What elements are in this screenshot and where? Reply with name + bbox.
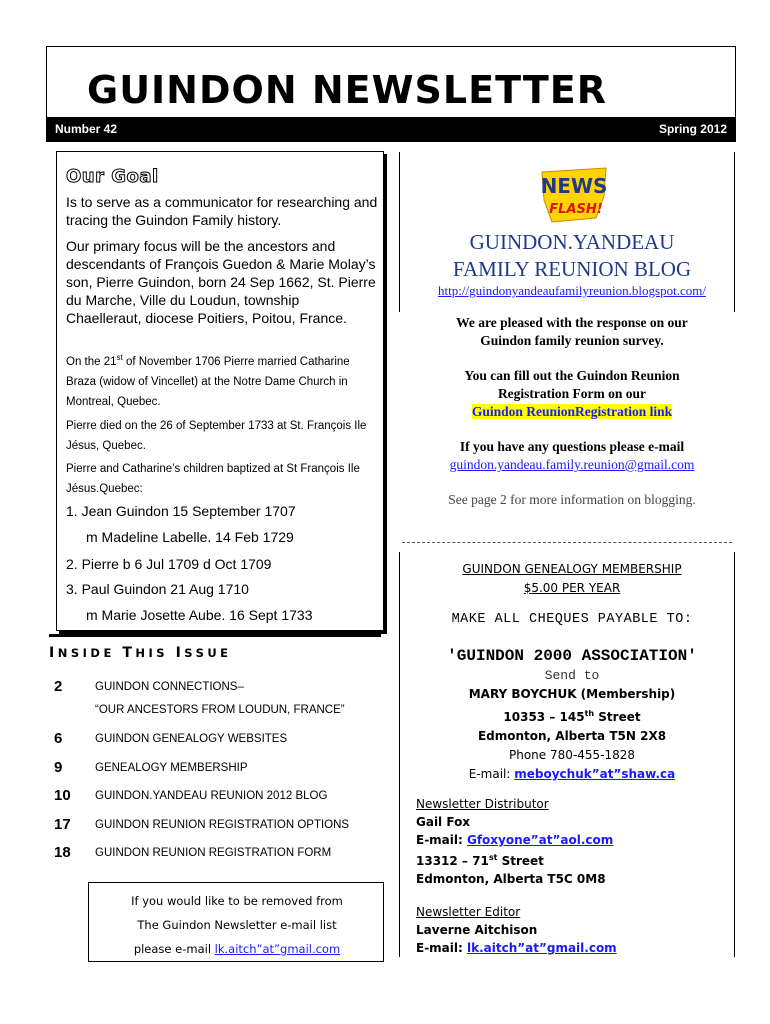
children-intro: Pierre and Catharine’s children baptized at St François Ile Jésus.Quebec: bbox=[66, 463, 360, 495]
toc-page: 10 bbox=[54, 787, 71, 804]
blog-title-line: GUINDON.YANDEAU bbox=[469, 230, 675, 254]
blog-title bbox=[402, 229, 742, 283]
editor-email-link[interactable]: lk.aitch”at”gmail.com bbox=[466, 941, 617, 955]
inside-rule bbox=[49, 634, 381, 637]
distributor-street bbox=[416, 849, 613, 870]
heading-cap: I bbox=[175, 645, 185, 661]
membership-street bbox=[402, 704, 742, 727]
toc-title[interactable]: GUINDON REUNION REGISTRATION OPTIONS bbox=[95, 819, 350, 831]
registration-line: Registration Form on our bbox=[497, 386, 647, 401]
goal-paragraph: Our primary focus will be the ancestors and descendants of François Guedon & Marie Molay’s son, Pierre Guindon, born 24 Sep 1662, St. Pierre du Marche, Ville du Loudun, township Chaelleraut, diocese Poitiers, Poitou, France. bbox=[66, 238, 376, 326]
distributor-heading: Newsletter Distributor bbox=[416, 797, 549, 811]
registration-note bbox=[402, 367, 742, 421]
membership-contact-name: MARY BOYCHUK (Membership) bbox=[468, 687, 676, 701]
child-marriage: m Madeline Labelle. 14 Feb 1729 bbox=[86, 529, 294, 545]
issue-season: Spring 2012 bbox=[658, 122, 727, 136]
membership-email bbox=[402, 765, 742, 784]
editor-name: Laverne Aitchison bbox=[416, 923, 538, 937]
heading-part: HIS bbox=[135, 646, 176, 660]
blog-url-link[interactable]: http://guindonyandeaufamilyreunion.blogspot.com/ bbox=[438, 283, 706, 298]
street-number: 13312 – 71 bbox=[416, 854, 489, 868]
marriage-text: On the 21 bbox=[66, 356, 117, 368]
issue-bar bbox=[47, 117, 735, 141]
email-label: E-mail: bbox=[416, 833, 467, 847]
heading-cap: I bbox=[49, 645, 58, 661]
toc-page: 2 bbox=[54, 678, 63, 695]
street-number: 10353 – 145 bbox=[503, 710, 585, 724]
section-divider bbox=[402, 542, 732, 544]
payable-note: MAKE ALL CHEQUES PAYABLE TO: bbox=[451, 612, 693, 627]
blog-title-line: FAMILY REUNION BLOG bbox=[452, 257, 692, 281]
reunion-email-link[interactable]: guindon.yandeau.family.reunion@gmail.com bbox=[449, 457, 695, 472]
membership-address bbox=[402, 685, 742, 784]
goal-box-shadow bbox=[384, 154, 387, 634]
registration-link[interactable]: Guindon ReunionRegistration link bbox=[471, 404, 673, 419]
membership-email-link[interactable]: meboychuk”at”shaw.ca bbox=[514, 767, 676, 781]
distributor-name: Gail Fox bbox=[416, 815, 471, 829]
child-item: 2. Pierre b 6 Jul 1709 d Oct 1709 bbox=[66, 556, 272, 572]
goal-heading: Our Goal bbox=[66, 166, 159, 187]
survey-line: Guindon family reunion survey. bbox=[480, 333, 664, 348]
ordinal-suffix: st bbox=[116, 353, 123, 363]
email-label: E-mail: bbox=[416, 941, 467, 955]
survey-line: We are pleased with the response on our bbox=[456, 315, 688, 330]
questions-note bbox=[402, 438, 742, 474]
toc-page: 6 bbox=[54, 730, 63, 747]
see-page-note: See page 2 for more information on blogging. bbox=[448, 492, 696, 507]
toc-page: 17 bbox=[54, 816, 71, 833]
editor-heading: Newsletter Editor bbox=[416, 905, 521, 919]
unsubscribe-text: If you would like to be removed from bbox=[131, 894, 343, 908]
unsubscribe-text bbox=[89, 942, 385, 956]
heading-cap: T bbox=[122, 645, 136, 661]
right-column-border bbox=[399, 152, 400, 312]
membership-fee: $5.00 PER YEAR bbox=[523, 581, 621, 595]
child-marriage: m Marie Josette Aube. 16 Sept 1733 bbox=[86, 607, 313, 623]
survey-note bbox=[402, 314, 742, 350]
editor-block bbox=[416, 903, 617, 957]
child-item: 1. Jean Guindon 15 September 1707 bbox=[66, 503, 296, 519]
issue-number: Number 42 bbox=[55, 122, 118, 136]
toc-page: 18 bbox=[54, 844, 71, 861]
send-to-label: Send to bbox=[544, 668, 600, 683]
membership-title-line: GUINDON GENEALOGY MEMBERSHIP bbox=[462, 562, 682, 576]
toc-title[interactable]: GUINDON REUNION REGISTRATION FORM bbox=[95, 847, 332, 859]
membership-title bbox=[402, 560, 742, 598]
news-flash-word: FLASH! bbox=[549, 202, 603, 217]
news-flash-icon bbox=[538, 166, 610, 224]
questions-line: If you have any questions please e-mail bbox=[459, 439, 685, 454]
heading-part: NSIDE bbox=[57, 646, 123, 660]
distributor-city: Edmonton, Alberta T5C 0M8 bbox=[416, 872, 606, 886]
distributor-email-link[interactable]: Gfoxyone”at”aol.com bbox=[466, 833, 614, 847]
ordinal-suffix: th bbox=[584, 709, 595, 718]
association-name: 'GUINDON 2000 ASSOCIATION' bbox=[447, 647, 697, 665]
toc-title[interactable]: GUINDON CONNECTIONS– bbox=[95, 681, 244, 693]
ordinal-suffix: st bbox=[488, 853, 498, 862]
goal-box bbox=[56, 151, 384, 631]
unsubscribe-prefix: please e-mail bbox=[133, 942, 215, 956]
toc-title[interactable]: GENEALOGY MEMBERSHIP bbox=[95, 762, 248, 774]
heading-part: SSUE bbox=[184, 646, 232, 660]
newsletter-title: GUINDON NEWSLETTER bbox=[87, 68, 608, 112]
unsubscribe-text: The Guindon Newsletter e-mail list bbox=[137, 918, 337, 932]
editor-email bbox=[416, 939, 617, 957]
distributor-block bbox=[416, 795, 613, 888]
toc-page: 9 bbox=[54, 759, 63, 776]
child-item: 3. Paul Guindon 21 Aug 1710 bbox=[66, 581, 249, 597]
toc-title[interactable]: GUINDON.YANDEAU REUNION 2012 BLOG bbox=[95, 790, 328, 802]
toc-title[interactable]: GUINDON GENEALOGY WEBSITES bbox=[95, 733, 288, 745]
marriage-paragraph bbox=[66, 352, 378, 412]
toc-title[interactable]: “OUR ANCESTORS FROM LOUDUN, FRANCE” bbox=[95, 704, 345, 716]
masthead bbox=[46, 46, 736, 142]
membership-city: Edmonton, Alberta T5N 2X8 bbox=[477, 729, 667, 743]
goal-paragraph: Is to serve as a communicator for researching and tracing the Guindon Family history. bbox=[66, 194, 378, 228]
unsubscribe-box bbox=[88, 882, 384, 962]
unsubscribe-email-link[interactable]: lk.aitch”at”gmail.com bbox=[214, 942, 341, 956]
street-name: Street bbox=[594, 710, 641, 724]
membership-phone: Phone 780-455-1828 bbox=[509, 748, 635, 762]
inside-this-issue-heading bbox=[49, 645, 232, 661]
right-column-border bbox=[399, 552, 400, 957]
death-paragraph: Pierre died on the 26 of September 1733 at St. François Ile Jésus, Quebec. bbox=[66, 420, 367, 452]
registration-line: You can fill out the Guindon Reunion bbox=[464, 368, 680, 383]
street-name: Street bbox=[497, 854, 544, 868]
email-label: E-mail: bbox=[468, 767, 515, 781]
marriage-text: of November 1706 Pierre married Catharine Braza (widow of Vincellet) at the Notre Dame Church in Montreal, Quebec. bbox=[66, 356, 350, 408]
news-flash-word: NEWS bbox=[540, 174, 608, 198]
distributor-email bbox=[416, 831, 613, 849]
